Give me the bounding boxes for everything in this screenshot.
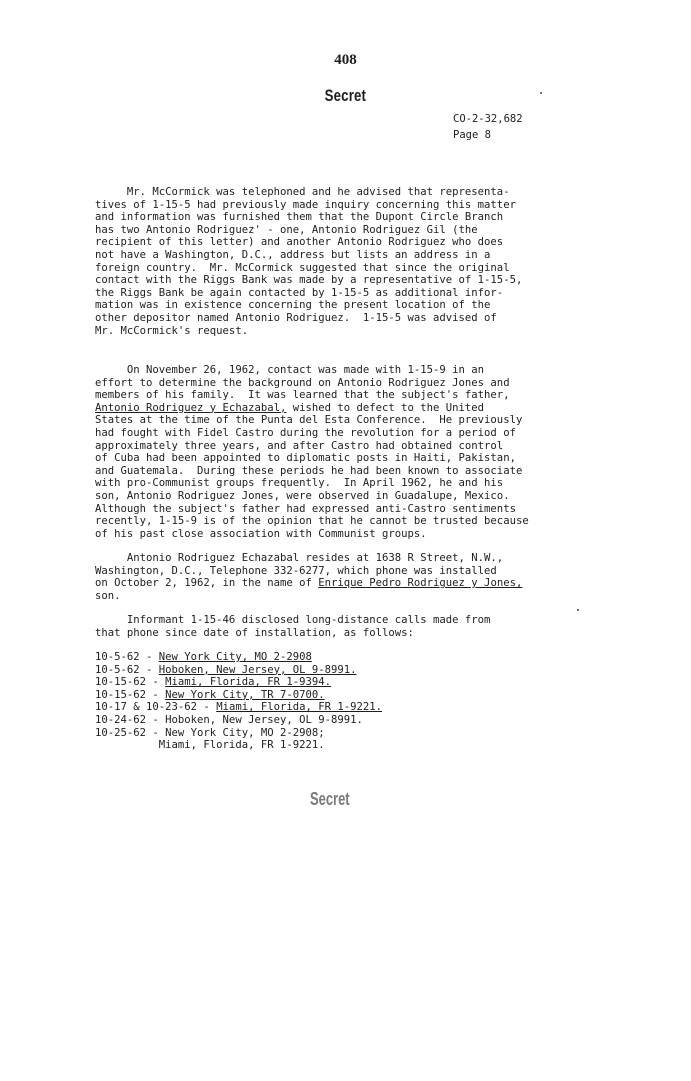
text-line [95, 402, 635, 415]
text-line: Washington, D.C., Telephone 332-6277, which phone was installed [95, 564, 497, 577]
text-line: effort to determine the background on Antonio Rodriguez Jones and [95, 376, 510, 389]
text-line: tives of 1-15-5 had previously made inquiry concerning this matter [95, 198, 516, 211]
text-line: mation was in existence concerning the present location of the [95, 299, 491, 312]
classification-marking-bottom: Secret [310, 789, 350, 809]
paragraph-residence [95, 552, 635, 602]
call-destination: New York City, MO 2-2908 [158, 651, 312, 663]
text-line: foreign country. Mr. McCormick suggested that since the original [95, 261, 510, 274]
call-entry [95, 701, 635, 714]
underlined-name: Antonio Rodriguez y Echazabal, [95, 401, 287, 414]
call-entry: 10-25-62 - New York City, MO 2-2908; [95, 726, 325, 739]
call-date: 10-15-62 - [95, 676, 166, 689]
call-entry [95, 651, 635, 664]
text-line: recently, 1-15-9 is of the opinion that he cannot be trusted because [95, 515, 529, 528]
call-destination: Miami, Florida, FR 1-9221. [216, 701, 383, 714]
call-date: 10-17 & 10-23-62 - [95, 701, 217, 714]
scan-speck [540, 92, 542, 94]
text-line [95, 577, 635, 590]
text-line: members of his family. It was learned that the subject's father, [95, 389, 510, 402]
classification-marking-top: Secret [324, 86, 367, 105]
text-fragment: on October 2, 1962, in the name of [95, 577, 319, 590]
text-line: Mr. McCormick's request. [95, 324, 249, 337]
text-line: of Cuba had been appointed to diplomatic posts in Haiti, Pakistan, [95, 452, 516, 465]
file-number: CO-2-32,682 [453, 113, 523, 125]
call-destination: Miami, Florida, FR 1-9394. [165, 676, 331, 689]
text-line: On November 26, 1962, contact was made with 1-15-9 in an [95, 364, 485, 376]
paragraph-mccormick [95, 186, 635, 337]
text-line: son. [95, 589, 121, 602]
call-list [95, 651, 635, 752]
text-line: other depositor named Antonio Rodriguez. 1-15-5 was advised of [95, 311, 497, 324]
text-line: Mr. McCormick was telephoned and he advised that representa- [95, 186, 510, 198]
text-line: States at the time of the Punta del Esta Conference. He previously [95, 414, 523, 427]
call-date: 10-5-62 - [95, 663, 159, 676]
text-line: Antonio Rodriguez Echazabal resides at 1638 R Street, N.W., [95, 552, 504, 564]
text-line: and Guatemala. During these periods he had been known to associate [95, 464, 523, 477]
scan-speck [577, 609, 579, 611]
underlined-name: Enrique Pedro Rodriguez y Jones, [318, 577, 523, 590]
text-line: Although the subject's father had expressed anti-Castro sentiments [95, 502, 516, 515]
text-line: of his past close association with Communist groups. [95, 527, 427, 540]
call-entry [95, 689, 635, 702]
text-line: son, Antonio Rodriguez Jones, were observed in Guadalupe, Mexico. [95, 489, 510, 502]
document-reference [453, 111, 523, 143]
text-line: approximately three years, and after Castro had obtained control [95, 439, 504, 452]
text-line: the Riggs Bank be again contacted by 1-15-5 as additional infor- [95, 286, 504, 299]
call-entry: Miami, Florida, FR 1-9221. [95, 739, 325, 752]
call-destination: Hoboken, New Jersey, OL 9-8991. [158, 663, 357, 676]
text-line: Informant 1-15-46 disclosed long-distance calls made from [95, 614, 491, 626]
page-number: 408 [334, 52, 357, 68]
call-destination: New York City, TR 7-0700. [165, 688, 325, 701]
text-line: had fought with Fidel Castro during the revolution for a period of [95, 426, 516, 439]
call-entry [95, 664, 635, 677]
text-line: contact with the Riggs Bank was made by a representative of 1-15-5, [95, 274, 523, 287]
text-line: that phone since date of installation, as follows: [95, 626, 414, 639]
text-fragment: wished to defect to the United [286, 401, 485, 414]
paragraph-informant [95, 614, 635, 639]
text-line: has two Antonio Rodriguez' - one, Antonio Rodriguez Gil (the [95, 223, 478, 236]
text-line: recipient of this letter) and another Antonio Rodriguez who does [95, 236, 504, 249]
text-line: and information was furnished them that the Dupont Circle Branch [95, 211, 504, 224]
call-entry [95, 676, 635, 689]
call-entry: 10-24-62 - Hoboken, New Jersey, OL 9-8991. [95, 713, 363, 726]
paragraph-background [95, 364, 635, 540]
call-date: 10-5-62 - [95, 651, 159, 663]
text-line: not have a Washington, D.C., address but lists an address in a [95, 248, 491, 261]
page-label: Page 8 [453, 129, 491, 141]
text-line: with pro-Communist groups frequently. In April 1962, he and his [95, 477, 504, 490]
call-date: 10-15-62 - [95, 688, 166, 701]
